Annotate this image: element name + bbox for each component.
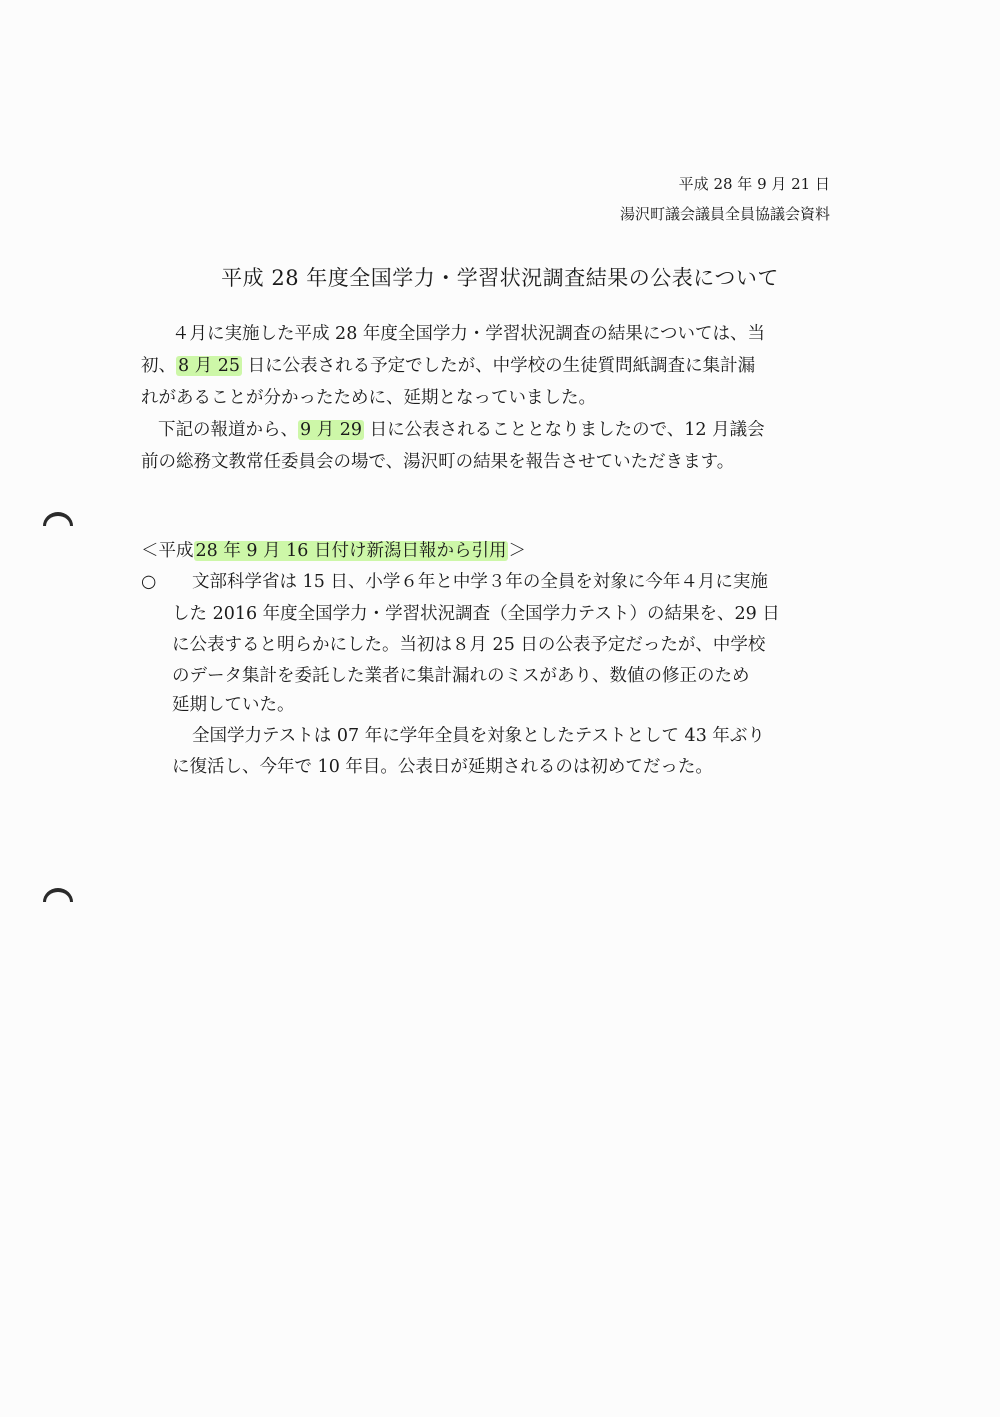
intro-line-4 xyxy=(158,416,765,444)
quote-line-3: に公表すると明らかにした。当初は８月 25 日の公表予定だったが、中学校 xyxy=(172,635,766,655)
citation-close: ＞ xyxy=(508,541,526,561)
document-source: 湯沢町議会議員全員協議会資料 xyxy=(619,205,830,223)
quote-line-5: 延期していた。 xyxy=(172,695,295,715)
citation-heading xyxy=(141,537,526,565)
quote-line-2: した 2016 年度全国学力・学習状況調査（全国学力テスト）の結果を、29 日 xyxy=(172,604,780,624)
punch-hole-bottom xyxy=(43,888,73,902)
quote-line-1: 文部科学省は 15 日、小学６年と中学３年の全員を対象に今年４月に実施 xyxy=(192,572,768,592)
intro-text: 日に公表される予定でしたが、中学校の生徒質問紙調査に集計漏 xyxy=(242,356,756,376)
intro-line-3: れがあることが分かったために、延期となっていました。 xyxy=(141,388,596,408)
quote-line-7: に復活し、今年で 10 年目。公表日が延期されるのは初めてだった。 xyxy=(172,757,713,777)
intro-text: 日に公表されることとなりましたので、12 月議会 xyxy=(364,420,765,440)
intro-text: 初、 xyxy=(141,356,176,376)
citation-open: ＜平成 xyxy=(141,541,194,561)
quote-bullet: ○ xyxy=(141,572,157,592)
highlight-citation: 28 年 9 月 16 日付け新潟日報から引用 xyxy=(195,541,507,561)
highlight-date: 8 月 25 xyxy=(178,356,241,376)
intro-line-5: 前の総務文教常任委員会の場で、湯沢町の結果を報告させていただきます。 xyxy=(141,452,735,472)
highlight-date: 9 月 29 xyxy=(300,420,363,440)
intro-line-1: ４月に実施した平成 28 年度全国学力・学習状況調査の結果については、当 xyxy=(172,324,766,344)
document-date: 平成 28 年 9 月 21 日 xyxy=(678,175,830,193)
quote-line-4: のデータ集計を委託した業者に集計漏れのミスがあり、数値の修正のため xyxy=(172,666,750,686)
quote-line-6: 全国学力テストは 07 年に学年全員を対象としたテストとして 43 年ぶり xyxy=(192,726,765,746)
document-title: 平成 28 年度全国学力・学習状況調査結果の公表について xyxy=(221,266,779,290)
punch-hole-top xyxy=(43,512,73,526)
intro-text: 下記の報道から、 xyxy=(158,420,298,440)
intro-line-2 xyxy=(141,352,755,380)
